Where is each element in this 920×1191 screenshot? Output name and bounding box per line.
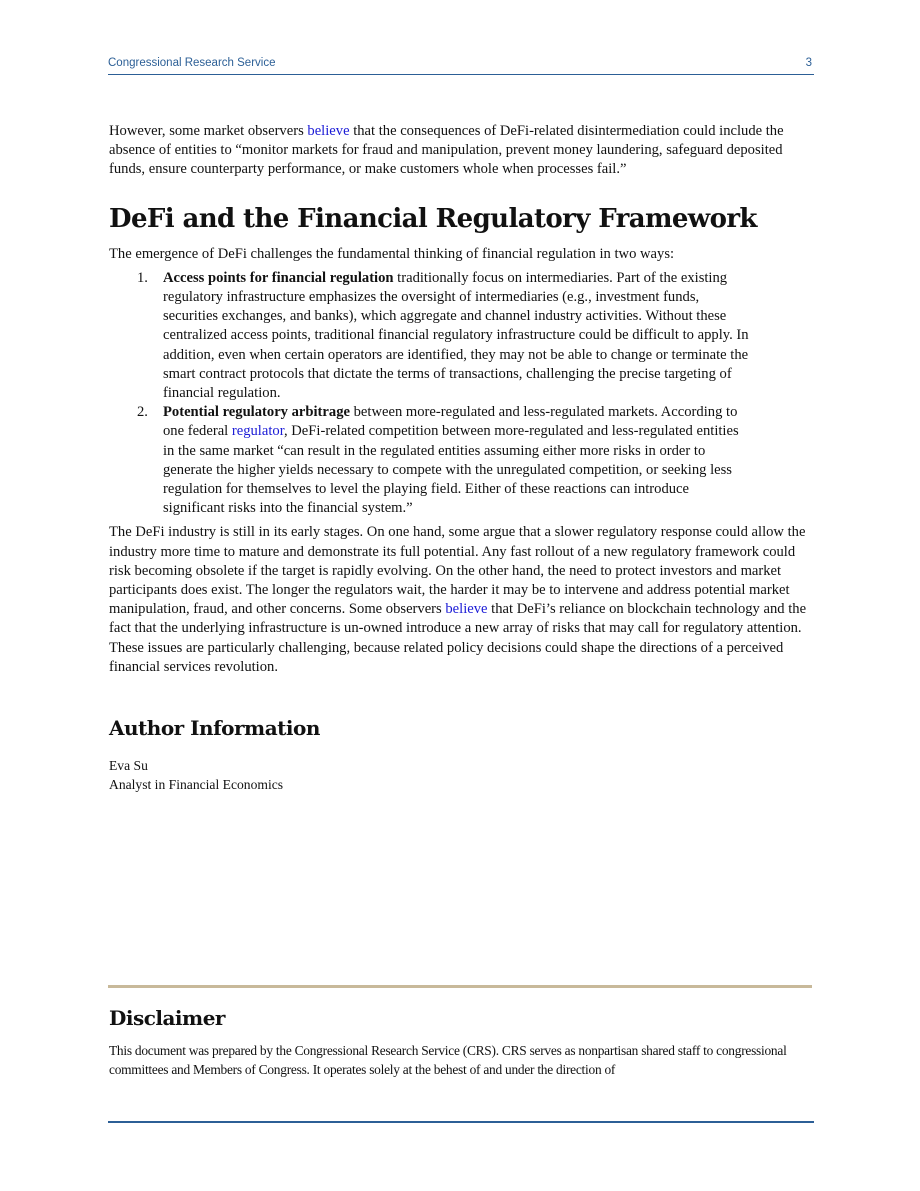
closing-text-2: that DeFi’s reliance on blockchain technology and the fact that the underlying infrastructure is un-owned introduce a new array of risks that may call for regulatory attention. These issues are particularly challenging, because related policy decisions could shape the directions of a perceived financial services revolution. bbox=[109, 601, 807, 675]
list-item bbox=[109, 269, 753, 403]
footer-rule bbox=[108, 1121, 814, 1123]
believe-link[interactable]: believe bbox=[307, 123, 350, 139]
header-source: Congressional Research Service bbox=[108, 57, 276, 69]
observers-believe-link[interactable]: believe bbox=[445, 601, 488, 618]
list-item-text: between more-regulated and less-regulated markets. According to one federal bbox=[163, 404, 738, 440]
regulator-link[interactable]: regulator bbox=[231, 423, 284, 440]
author-section bbox=[109, 715, 815, 794]
list-item-text: traditionally focus on intermediaries. Part of the existing regulatory infrastructure emphasizes the oversight of intermediaries (e.g., investment funds, securities exchanges, and banks), which aggregate and channel industry activities. Without these centralized access points, traditional financial regulatory infrastructure could be difficult to apply. In addition, even when certain operators are identified, they may not be able to change or terminate the smart contract protocols that dictate the terms of transactions, challenging the precise targeting of financial regulation. bbox=[163, 269, 749, 402]
list-item-title: Potential regulatory arbitrage bbox=[163, 404, 350, 421]
section-lead: The emergence of DeFi challenges the fundamental thinking of financial regulation in two ways: bbox=[109, 245, 675, 262]
intro-text-1: However, some market observers bbox=[109, 123, 308, 139]
page-header bbox=[108, 57, 814, 75]
author-name: Eva Su bbox=[109, 758, 148, 774]
list-item-text: , DeFi-related competition between more-regulated and less-regulated entities in the same market “can result in the regulated entities assuming either more risks in order to generate the higher yields necessary to compete with the unregulated competition, or seeking less regulation for themselves to level the playing field. Either of these reactions can introduce significant risks into the financial system.” bbox=[163, 423, 739, 517]
closing-paragraph bbox=[109, 523, 815, 677]
disclaimer-section bbox=[109, 1005, 815, 1079]
author-title: Analyst in Financial Economics bbox=[109, 776, 284, 792]
disclaimer-divider bbox=[108, 985, 812, 988]
section-heading: DeFi and the Financial Regulatory Framework bbox=[109, 203, 757, 234]
disclaimer-heading: Disclaimer bbox=[109, 1006, 225, 1030]
list-item-title: Access points for financial regulation bbox=[163, 269, 394, 286]
list-number: 2. bbox=[137, 404, 148, 421]
intro-text-2: that the consequences of DeFi-related disintermediation could include the absence of entities to “monitor markets for fraud and manipulation, prevent money laundering, safeguard deposited funds, ensure counterparty performance, or make customers whole when processes fail.” bbox=[109, 123, 784, 178]
disclaimer-text: This document was prepared by the Congressional Research Service (CRS). CRS serves as nonpartisan shared staff to congressional committees and Members of Congress. It operates solely at the behest of and under the direction of bbox=[109, 1043, 787, 1077]
list-item bbox=[109, 403, 753, 518]
intro-paragraph bbox=[109, 122, 815, 180]
list-number: 1. bbox=[137, 269, 148, 286]
main-content bbox=[109, 122, 815, 794]
closing-text-1: The DeFi industry is still in its early stages. On one hand, some argue that a slower regulatory response could allow the industry more time to mature and demonstrate its full potential. Any fast rollout of a new regulatory framework could risk becoming obsolete if the target is rapidly evolving. On the other hand, the need to protect investors and market participants does exist. The longer the regulators wait, the harder it may be to intervene and address potential market manipulation, fraud, and other concerns. Some observers bbox=[109, 524, 806, 618]
author-heading: Author Information bbox=[109, 716, 320, 741]
numbered-list bbox=[109, 269, 815, 519]
page-number: 3 bbox=[805, 57, 812, 69]
author-details bbox=[109, 757, 815, 794]
